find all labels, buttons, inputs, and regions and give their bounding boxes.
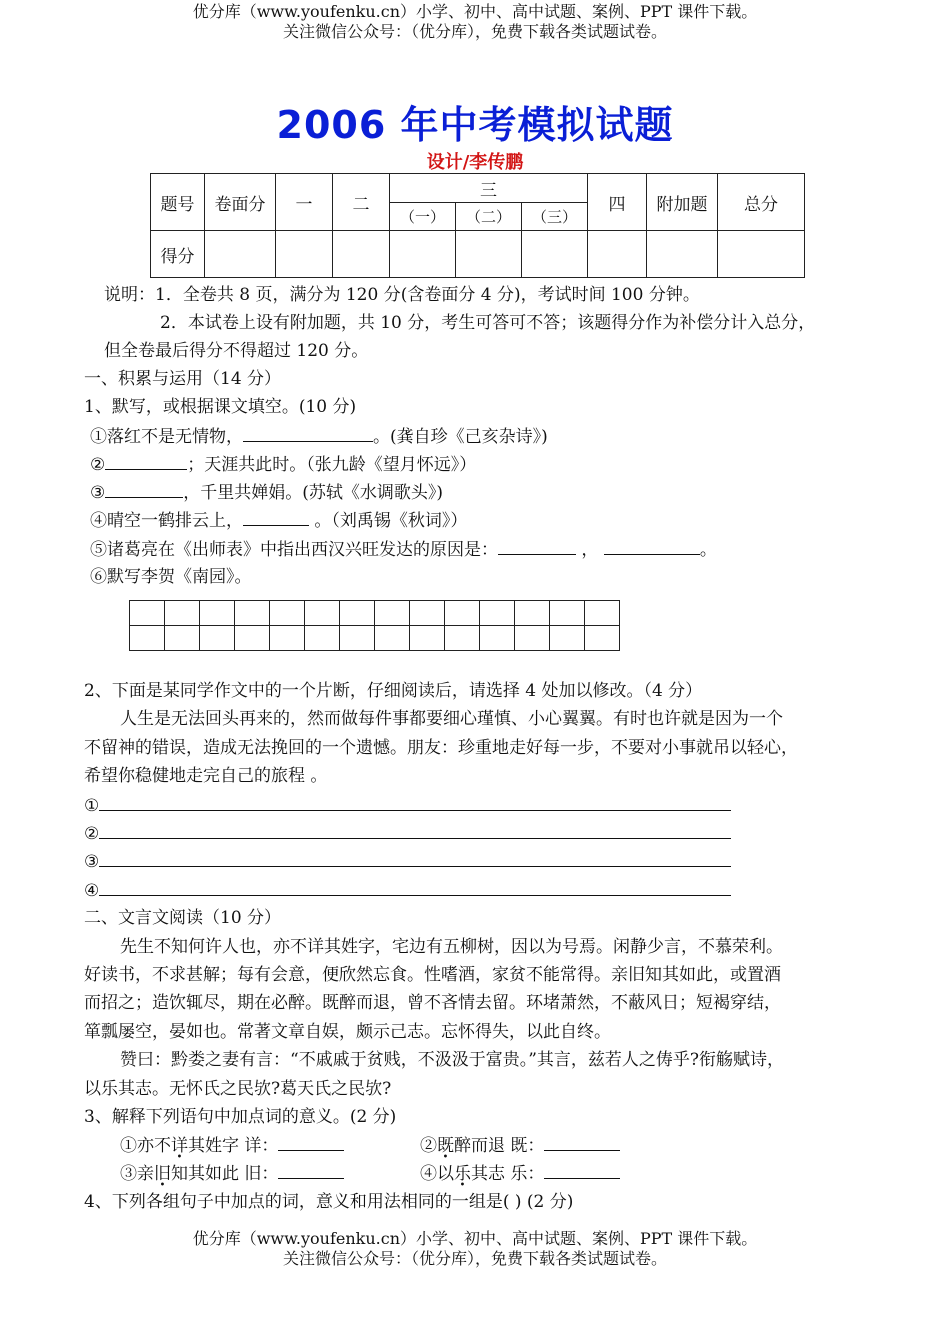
q3-blank-2[interactable] <box>544 1134 620 1151</box>
grid-cell[interactable] <box>585 626 620 651</box>
grid-cell[interactable] <box>340 626 375 651</box>
q2-paragraph-1: 人生是无法回头再来的，然而做每件事都要细心瑾慎、小心翼翼。有时也许就是因为一个 <box>120 709 783 729</box>
q3-blank-1[interactable] <box>278 1134 344 1151</box>
q1-item-2: ② ；天涯共此时。（张九龄《望月怀远》） <box>90 455 477 475</box>
q2-answer-blank-2[interactable] <box>99 822 731 839</box>
score-header-er: 二 <box>333 174 390 231</box>
grid-cell[interactable] <box>410 601 445 626</box>
grid-cell[interactable] <box>340 601 375 626</box>
passage-line-1: 先生不知何许人也，亦不详其姓字，宅边有五柳树，因以为号焉。闲静少言，不慕荣利。 <box>120 937 783 957</box>
passage-line-4: 箪瓢屡空，晏如也。常著文章自娱，颇示己志。忘怀得失，以此自终。 <box>84 1022 611 1042</box>
score-header-san: 三 <box>390 174 588 203</box>
q2-answer-line-2: ② <box>84 822 731 845</box>
q1-stem: 1、默写，或根据课文填空。(10 分) <box>84 397 357 417</box>
q3-blank-4[interactable] <box>544 1162 620 1179</box>
page-title: 2006 年中考模拟试题 <box>276 103 674 147</box>
grid-cell[interactable] <box>165 626 200 651</box>
q2-answer-line-4: ④ <box>84 879 731 902</box>
q1-item-4: ④晴空一鹤排云上， 。（刘禹锡《秋词》） <box>90 511 468 531</box>
grid-cell[interactable] <box>515 601 550 626</box>
q3-item-3: ③亲旧知其如此 旧： <box>120 1162 344 1185</box>
section-2-heading: 二、文言文阅读（10 分） <box>84 908 282 928</box>
grid-cell[interactable] <box>445 601 480 626</box>
header-line-2: 关注微信公众号：（优分库），免费下载各类试题试卷。 <box>282 22 667 41</box>
score-cell[interactable] <box>333 231 390 278</box>
note-1: 说明：1．全卷共 8 页，满分为 120 分(含卷面分 4 分)，考试时间 100 分钟。 <box>104 285 700 305</box>
writing-grid <box>129 600 620 651</box>
q2-answer-blank-1[interactable] <box>99 794 731 811</box>
q2-stem: 2、下面是某同学作文中的一个片断，仔细阅读后，请选择 4 处加以修改。（4 分） <box>84 681 703 701</box>
grid-cell[interactable] <box>200 626 235 651</box>
grid-cell[interactable] <box>550 626 585 651</box>
grid-cell[interactable] <box>550 601 585 626</box>
header-line-1: 优分库（www.youfenku.cn）小学、初中、高中试题、案例、PPT 课件下载。 <box>192 2 758 21</box>
score-cell[interactable] <box>276 231 333 278</box>
q3-blank-3[interactable] <box>278 1162 344 1179</box>
q1-blank-5a[interactable] <box>498 538 576 555</box>
grid-cell[interactable] <box>480 626 515 651</box>
grid-cell[interactable] <box>480 601 515 626</box>
q2-answer-blank-3[interactable] <box>99 850 731 867</box>
score-table <box>150 173 805 278</box>
q2-answer-blank-4[interactable] <box>99 879 731 896</box>
q1-blank-1[interactable] <box>243 425 373 442</box>
q2-answer-line-1: ① <box>84 794 731 817</box>
q1-item-1: ①落红不是无情物， 。(龚自珍《己亥杂诗》) <box>90 427 548 447</box>
q1-blank-2[interactable] <box>105 453 187 470</box>
score-row-label: 得分 <box>151 231 205 278</box>
designer-credit: 设计/李传鹏 <box>426 152 524 173</box>
grid-cell[interactable] <box>585 601 620 626</box>
note-3: 但全卷最后得分不得超过 120 分。 <box>104 341 369 361</box>
score-header-san-1: （一） <box>390 203 456 231</box>
q3-item-4: ④以乐其志 乐： <box>420 1162 620 1185</box>
note-2: 2．本试卷上设有附加题，共 10 分，考生可答可不答；该题得分作为补偿分计入总分， <box>160 313 816 333</box>
q2-paragraph-2: 不留神的错误，造成无法挽回的一个遗憾。朋友：珍重地走好每一步，不要对小事就吊以轻心， <box>84 738 798 758</box>
passage-line-6: 以乐其志。无怀氏之民欤?葛天氏之民欤? <box>84 1079 392 1099</box>
grid-cell[interactable] <box>445 626 480 651</box>
dotted-word: 乐 <box>454 1164 471 1184</box>
score-header-san-2: （二） <box>456 203 522 231</box>
score-cell[interactable] <box>718 231 805 278</box>
q4-stem: 4、下列各组句子中加点的词，意义和用法相同的一组是( ) (2 分) <box>84 1192 574 1212</box>
grid-cell[interactable] <box>200 601 235 626</box>
score-cell[interactable] <box>522 231 588 278</box>
score-header-tihao: 题号 <box>151 174 205 231</box>
score-cell[interactable] <box>205 231 276 278</box>
grid-cell[interactable] <box>270 601 305 626</box>
score-cell[interactable] <box>647 231 718 278</box>
score-header-san-3: （三） <box>522 203 588 231</box>
passage-line-2: 好读书，不求甚解；每有会意，便欣然忘食。性嗜酒，家贫不能常得。亲旧知其如此，或置酒 <box>84 965 781 985</box>
footer-line-2: 关注微信公众号：（优分库），免费下载各类试题试卷。 <box>282 1249 667 1268</box>
passage-line-5: 赞曰：黔娄之妻有言：“不戚戚于贫贱，不汲汲于富贵。”其言，兹若人之俦乎?衔觞赋诗， <box>120 1050 784 1070</box>
grid-cell[interactable] <box>130 601 165 626</box>
q3-item-1: ①亦不详其姓字 详： <box>120 1134 344 1157</box>
grid-cell[interactable] <box>375 626 410 651</box>
grid-cell[interactable] <box>375 601 410 626</box>
q1-item-3: ③ ，千里共婵娟。(苏轼《水调歌头》) <box>90 483 444 503</box>
grid-cell[interactable] <box>235 601 270 626</box>
q2-answer-line-3: ③ <box>84 850 731 873</box>
grid-cell[interactable] <box>515 626 550 651</box>
q1-blank-3[interactable] <box>105 481 183 498</box>
score-cell[interactable] <box>390 231 456 278</box>
q1-blank-4[interactable] <box>243 509 309 526</box>
score-cell[interactable] <box>588 231 647 278</box>
grid-cell[interactable] <box>130 626 165 651</box>
q1-item-5: ⑤诸葛亮在《出师表》中指出西汉兴旺发达的原因是： ， 。 <box>90 540 717 560</box>
dotted-word: 详 <box>171 1136 188 1156</box>
dotted-word: 旧 <box>154 1164 171 1184</box>
score-header-juanmianfen: 卷面分 <box>205 174 276 231</box>
score-header-si: 四 <box>588 174 647 231</box>
q1-blank-5b[interactable] <box>604 538 700 555</box>
q3-stem: 3、解释下列语句中加点词的意义。(2 分) <box>84 1107 397 1127</box>
grid-cell[interactable] <box>235 626 270 651</box>
q1-item-6: ⑥默写李贺《南园》。 <box>90 567 252 587</box>
q3-item-2: ②既醉而退 既： <box>420 1134 620 1157</box>
dotted-word: 既 <box>437 1136 454 1156</box>
footer-line-1: 优分库（www.youfenku.cn）小学、初中、高中试题、案例、PPT 课件下载。 <box>192 1229 758 1248</box>
section-1-heading: 一、积累与运用（14 分） <box>84 369 282 389</box>
score-header-fujiati: 附加题 <box>647 174 718 231</box>
grid-cell[interactable] <box>305 626 340 651</box>
grid-cell[interactable] <box>270 626 305 651</box>
grid-cell[interactable] <box>165 601 200 626</box>
score-header-yi: 一 <box>276 174 333 231</box>
grid-cell[interactable] <box>410 626 445 651</box>
passage-line-3: 而招之；造饮辄尽，期在必醉。既醉而退，曾不吝情去留。环堵萧然，不蔽风日；短褐穿结， <box>84 993 781 1013</box>
q2-paragraph-3: 希望你稳健地走完自己的旅程 。 <box>84 766 328 786</box>
score-header-zongfen: 总分 <box>718 174 805 231</box>
score-cell[interactable] <box>456 231 522 278</box>
grid-cell[interactable] <box>305 601 340 626</box>
